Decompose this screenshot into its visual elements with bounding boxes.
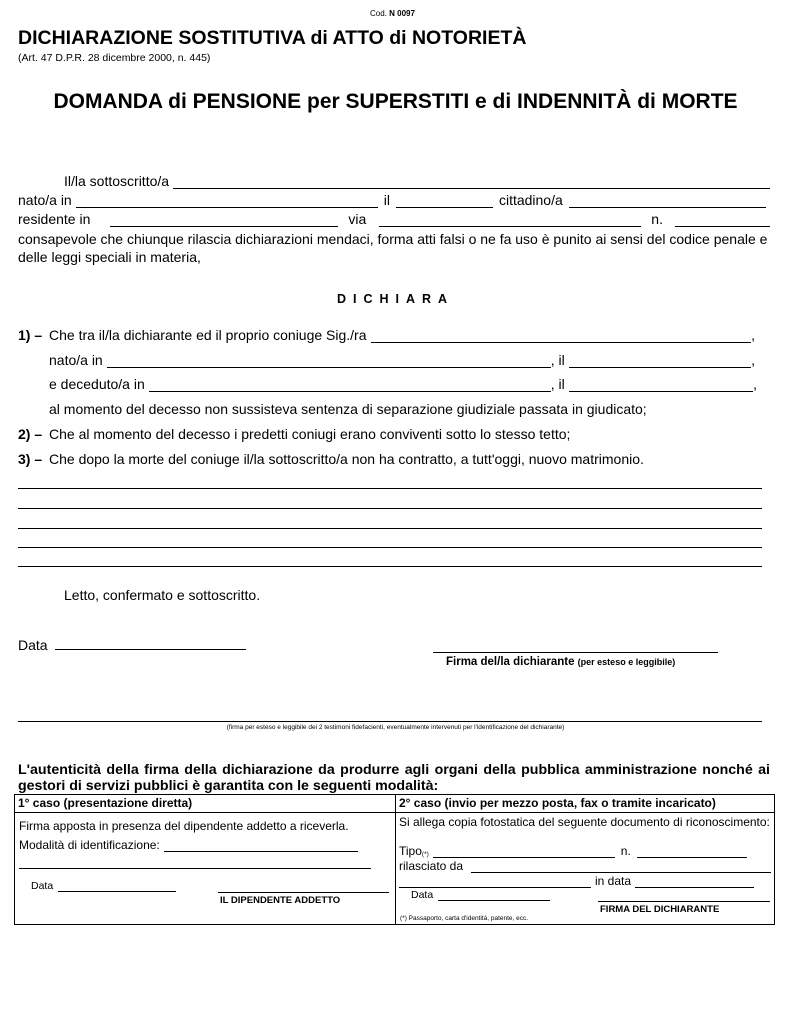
blank-line-3[interactable]	[18, 528, 762, 529]
via-label: via	[348, 211, 367, 227]
spouse-deathplace-field[interactable]	[149, 380, 551, 392]
spouse-il-label: , il	[550, 352, 565, 368]
data-label: Data	[18, 637, 48, 653]
item-2-text: Che al momento del decesso i predetti coniugi erano conviventi sotto lo stesso tetto;	[49, 426, 571, 442]
item-2-number: 2) –	[18, 426, 43, 442]
blank-line-2[interactable]	[18, 508, 762, 509]
nato-label: nato/a in	[18, 192, 72, 208]
item-3-text: Che dopo la morte del coniuge il/la sottoscritto/a non ha contratto, a tutt'oggi, nuovo matrimonio.	[49, 451, 644, 467]
case2-tipo-label: Tipo	[399, 844, 422, 858]
consapevole-paragraph: consapevole che chiunque rilascia dichiarazioni mendaci, forma atti falsi o ne fa uso è punito ai sensi del codice penale e delle leggi speciali in materia,	[18, 231, 768, 265]
document-title: DICHIARAZIONE SOSTITUTIVA di ATTO di NOTORIETÀ	[18, 27, 527, 49]
declarant-signature-field[interactable]	[433, 652, 718, 653]
n-label: n.	[651, 211, 663, 227]
spouse-nato-label: nato/a in	[49, 352, 103, 368]
case1-date-field[interactable]	[58, 880, 176, 892]
table-divider	[395, 795, 396, 924]
issued-by-line2-field[interactable]	[399, 876, 591, 888]
authenticity-paragraph: L'autenticità della firma della dichiarazione da produrre agli organi della pubblica amministrazione nonché ai gestori di servizi pubblici è garantita con le seguenti modalità:	[18, 762, 770, 794]
document-type-field[interactable]	[433, 846, 615, 858]
spouse-birthdate-field[interactable]	[569, 356, 751, 368]
item-3	[18, 451, 644, 467]
case2-signature-label: FIRMA DEL DICHIARANTE	[600, 904, 720, 915]
case1-modalita-row	[19, 838, 358, 852]
residence-field[interactable]	[110, 215, 338, 227]
case2-in-data-label: in data	[595, 874, 632, 888]
item-2	[18, 426, 570, 442]
case2-rilasciato-row	[399, 859, 771, 873]
case2-data-label: Data	[411, 889, 434, 901]
declarant-signature-box-field[interactable]	[598, 901, 770, 902]
street-field[interactable]	[379, 215, 641, 227]
spouse-deceduto-label: e deceduto/a in	[49, 376, 145, 392]
employee-signature-label: IL DIPENDENTE ADDETTO	[220, 895, 341, 906]
item-1-birth: nato/a in , il ,	[49, 352, 755, 368]
form-code	[370, 9, 415, 18]
item-1-number: 1) –	[18, 327, 43, 343]
data-row	[18, 637, 246, 653]
citizenship-field[interactable]	[569, 196, 766, 208]
street-number-field[interactable]	[675, 215, 770, 227]
case1-extra-line[interactable]	[19, 868, 371, 869]
letto-confermato: Letto, confermato e sottoscritto.	[64, 587, 261, 603]
item-1: 1) – Che tra il/la dichiarante ed il proprio coniuge Sig./ra ,	[18, 327, 755, 343]
case1-header: 1° caso (presentazione diretta)	[15, 795, 395, 813]
case2-tipo-row	[399, 844, 747, 858]
issue-date-field[interactable]	[635, 876, 754, 888]
declarant-signature-label	[446, 656, 675, 668]
sottoscritto-label: Il/la sottoscritto/a	[64, 173, 170, 189]
firma-note: (per esteso e leggibile)	[577, 657, 676, 667]
il-label: il	[383, 192, 390, 208]
case2-n-label: n.	[620, 844, 631, 858]
cittadino-label: cittadino/a	[498, 192, 563, 208]
case1-data-label: Data	[31, 880, 54, 892]
witnesses-note: (firma per esteso e leggibile dei 2 testimoni fidefacienti, eventualmente intervenuti per l'identificazione del dichiarante)	[226, 724, 565, 731]
date-field[interactable]	[55, 638, 246, 650]
authenticity-table	[14, 794, 775, 925]
document-number-field[interactable]	[637, 846, 747, 858]
case2-rilasciato-label: rilasciato da	[399, 859, 464, 873]
row-nato	[18, 192, 766, 208]
witnesses-signature-field[interactable]	[18, 721, 762, 722]
blank-line-4[interactable]	[18, 547, 762, 548]
firma-label: Firma del/la dichiarante	[446, 656, 575, 668]
document-legal-reference: (Art. 47 D.P.R. 28 dicembre 2000, n. 445)	[18, 52, 211, 64]
form-code-prefix: Cod.	[370, 9, 387, 18]
case1-data-row	[31, 880, 176, 892]
form-code-value: N 0097	[389, 9, 415, 18]
case2-footnote: (*) Passaporto, carta d'identità, patente, ecc.	[400, 915, 529, 922]
spouse-name-field[interactable]	[371, 331, 752, 343]
issued-by-field[interactable]	[471, 861, 771, 873]
dichiara-heading: DICHIARA	[336, 292, 455, 306]
spouse-deathdate-field[interactable]	[569, 380, 753, 392]
case2-header: 2° caso (invio per mezzo posta, fax o tramite incaricato)	[396, 795, 774, 813]
case1-text: Firma apposta in presenza del dipendente addetto a riceverla.	[19, 819, 349, 833]
birthdate-field[interactable]	[396, 196, 493, 208]
case2-date-field[interactable]	[438, 889, 550, 901]
item-1-momento: al momento del decesso non sussisteva sentenza di separazione giudiziale passata in giudicato;	[49, 401, 647, 417]
spouse-il2-label: , il	[550, 376, 565, 392]
employee-signature-field[interactable]	[218, 892, 389, 893]
blank-line-5[interactable]	[18, 566, 762, 567]
item-1-death: e deceduto/a in , il ,	[49, 376, 757, 392]
form-main-title: DOMANDA di PENSIONE per SUPERSTITI e di INDENNITÀ di MORTE	[53, 90, 738, 113]
identification-method-field[interactable]	[164, 840, 358, 852]
residente-label: residente in	[18, 211, 91, 227]
case2-tipo-sup: (*)	[421, 851, 429, 858]
case1-modalita-label: Modalità di identificazione:	[19, 838, 160, 852]
row-sottoscritto	[18, 173, 770, 189]
case2-text: Si allega copia fotostatica del seguente documento di riconoscimento:	[399, 815, 770, 829]
spouse-birthplace-field[interactable]	[107, 356, 551, 368]
item-3-number: 3) –	[18, 451, 43, 467]
sottoscritto-field[interactable]	[173, 177, 770, 189]
birthplace-field[interactable]	[76, 196, 378, 208]
blank-line-1[interactable]	[18, 488, 762, 489]
case2-in-data-row	[399, 874, 754, 888]
row-residente	[18, 211, 770, 227]
item-1-text: Che tra il/la dichiarante ed il proprio coniuge Sig./ra	[49, 327, 367, 343]
case2-data-row	[411, 889, 550, 901]
